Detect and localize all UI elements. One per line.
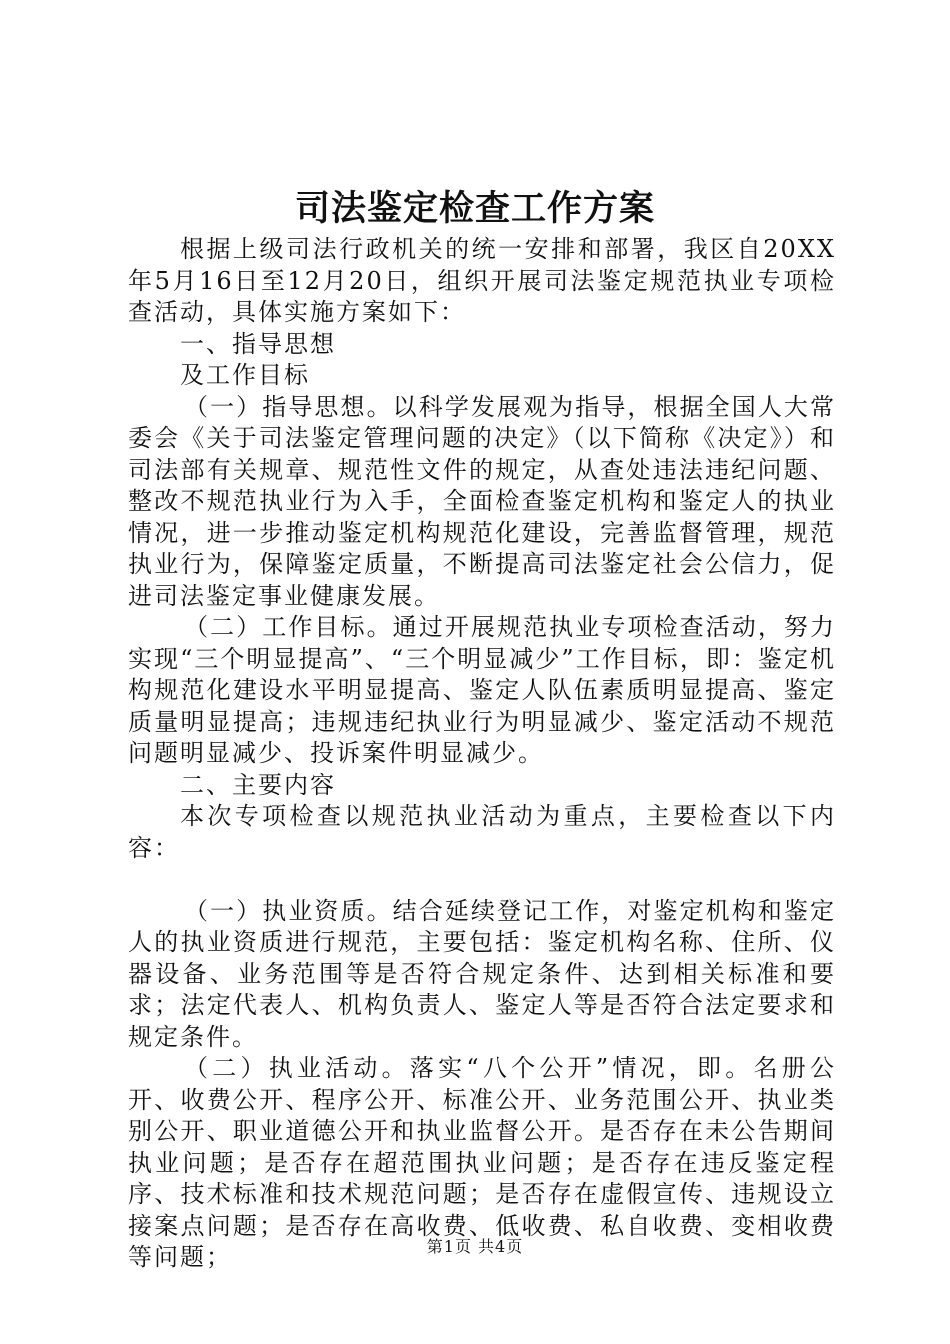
guiding-thought-paragraph: （一）指导思想。以科学发展观为指导，根据全国人大常委会《关于司法鉴定管理问题的决定》（以下简称《决定》）和司法部有关规章、规范性文件的规定，从查处违法违纪问题、整改不规范执业行为入手，全面检查鉴定机构和鉴定人的执业情况，进一步推动鉴定机构规范化建设，完善监督管理，规范执业行为，保障鉴定质量，不断提高司法鉴定社会公信力，促进司法鉴定事业健康发展。 [128, 392, 836, 610]
section-heading-2: 二、主要内容 [180, 770, 336, 799]
practice-activity-paragraph: （二）执业活动。落实“八个公开”情况，即。名册公开、收费公开、程序公开、标准公开、业务范围公开、执业类别公开、职业道德公开和执业监督公开。是否存在未公告期间执业问题；是否存在超范围执业问题；是否存在违反鉴定程序、技术标准和技术规范问题；是否存在虚假宣传、违规设立接案点问题；是否存在高收费、低收费、私自收费、变相收费等问题； [128, 1054, 836, 1271]
intro-paragraph: 根据上级司法行政机关的统一安排和部署，我区自20XX年5月16日至12月20日，组织开展司法鉴定规范执业专项检查活动，具体实施方案如下： [128, 235, 836, 326]
main-content-intro: 本次专项检查以规范执业活动为重点，主要检查以下内容： [128, 802, 836, 862]
blank-line [128, 864, 836, 896]
work-goal-paragraph: （二）工作目标。通过开展规范执业专项检查活动，努力实现“三个明显提高”、“三个明显减少”工作目标，即：鉴定机构规范化建设水平明显提高、鉴定人队伍素质明显提高、鉴定质量明显提高；违规违纪执业行为明显减少、鉴定活动不规范问题明显减少、投诉案件明显减少。 [128, 613, 836, 767]
qualification-paragraph: （一）执业资质。结合延续登记工作，对鉴定机构和鉴定人的执业资质进行规范，主要包括：鉴定机构名称、住所、仪器设备、业务范围等是否符合规定条件、达到相关标准和要求；法定代表人、机构负责人、鉴定人等是否符合法定要求和规定条件。 [128, 896, 836, 1051]
section-heading-1-cont: 及工作目标 [180, 361, 310, 389]
section-heading-1: 一、指导思想 [180, 329, 336, 358]
page-footer: 第1页 共4页 [426, 1237, 524, 1256]
document-body [128, 234, 836, 1274]
document-title: 司法鉴定检查工作方案 [294, 188, 655, 229]
